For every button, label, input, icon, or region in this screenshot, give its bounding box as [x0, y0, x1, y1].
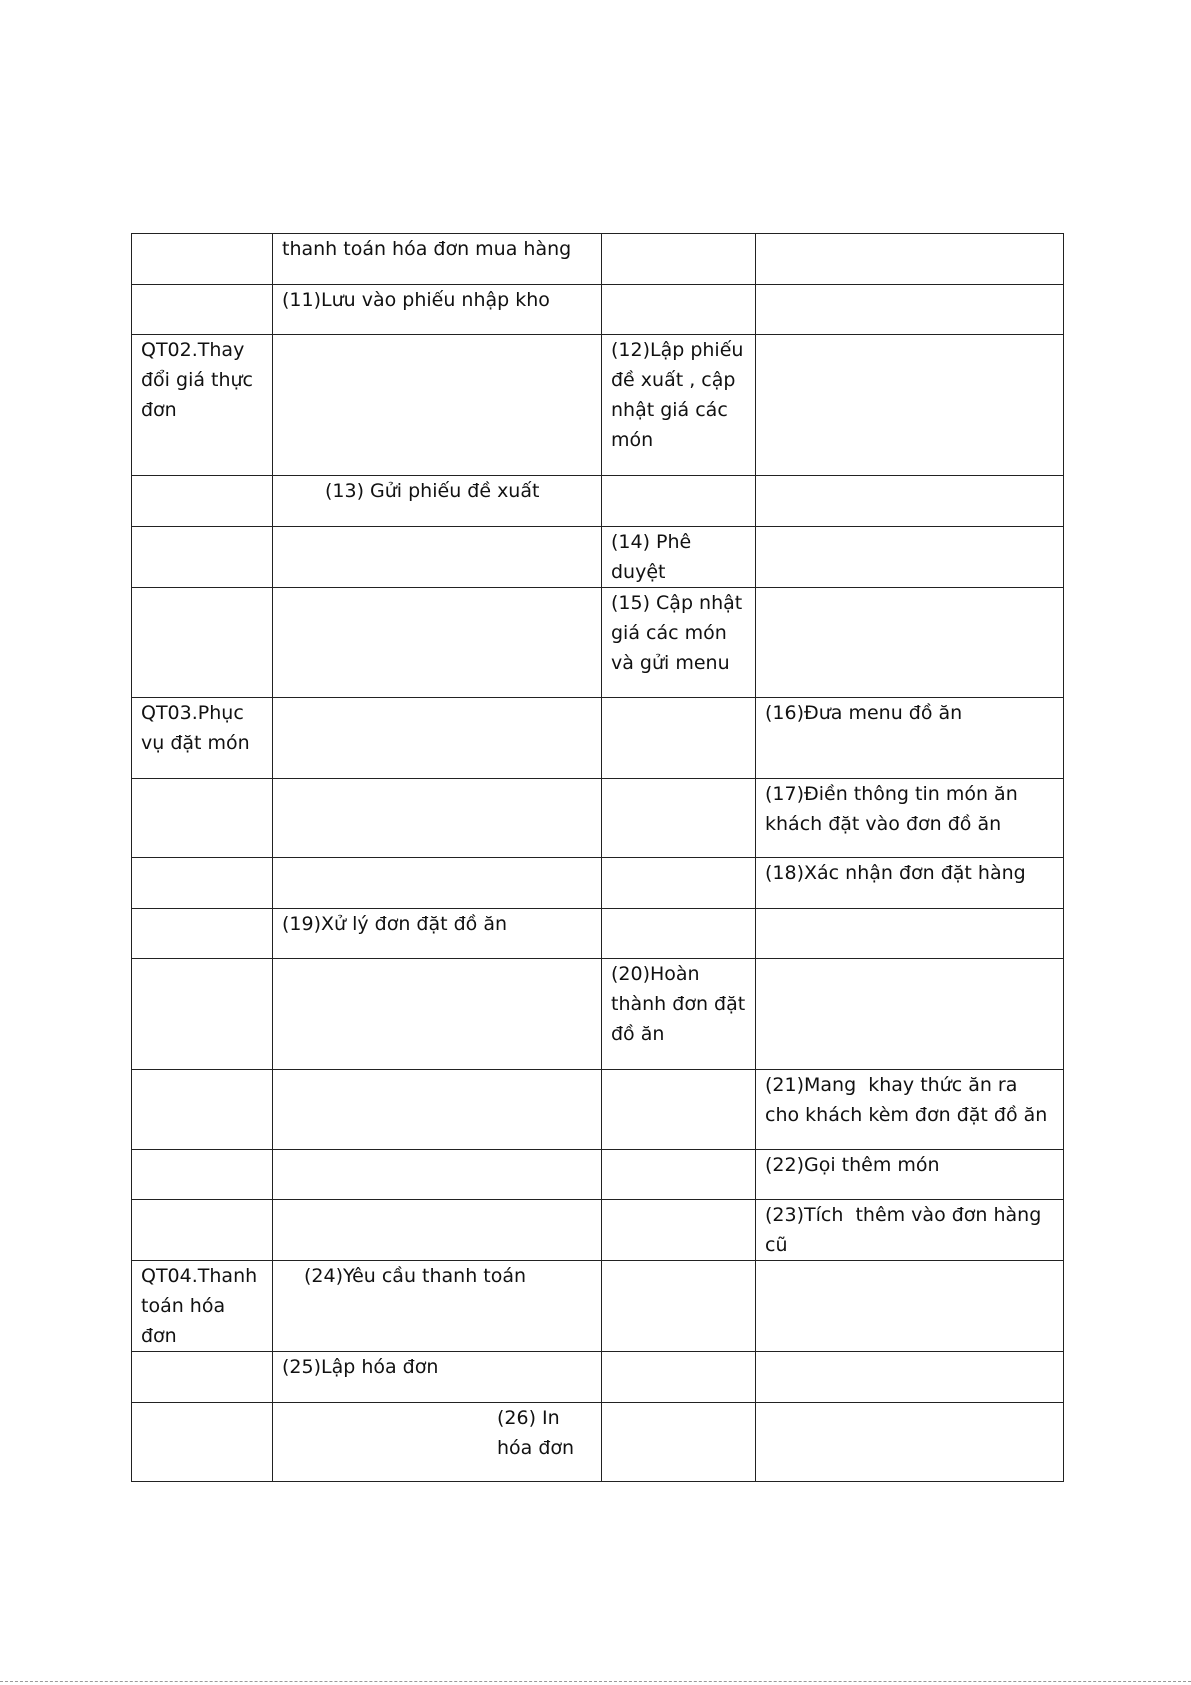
table-row	[132, 1200, 1064, 1261]
step-cell	[756, 527, 1064, 588]
step-cell: (22)Gọi thêm món	[756, 1150, 1064, 1200]
step-cell: thanh toán hóa đơn mua hàng	[273, 234, 602, 285]
step-cell	[273, 1150, 602, 1200]
table-row	[132, 588, 1064, 698]
step-cell	[756, 588, 1064, 698]
step-cell: (19)Xử lý đơn đặt đồ ăn	[273, 909, 602, 959]
step-cell	[273, 698, 602, 779]
process-cell	[132, 1150, 273, 1200]
process-cell	[132, 858, 273, 909]
step-cell	[273, 959, 602, 1070]
step-cell	[273, 1070, 602, 1150]
table-row	[132, 1403, 1064, 1482]
step-cell: (21)Mang khay thức ăn ra cho khách kèm đơn đặt đồ ăn	[756, 1070, 1064, 1150]
step-cell: (11)Lưu vào phiếu nhập kho	[273, 285, 602, 335]
process-cell	[132, 234, 273, 285]
step-cell	[756, 285, 1064, 335]
step-cell: (20)Hoàn thành đơn đặt đồ ăn	[602, 959, 756, 1070]
table-row	[132, 1352, 1064, 1403]
step-cell: (24)Yêu cầu thanh toán	[273, 1261, 602, 1352]
process-cell	[132, 588, 273, 698]
table-row	[132, 779, 1064, 858]
step-cell: (26) In hóa đơn	[273, 1403, 602, 1482]
step-cell	[602, 858, 756, 909]
step-cell	[756, 959, 1064, 1070]
step-cell	[602, 779, 756, 858]
process-cell: QT04.Thanh toán hóa đơn	[132, 1261, 273, 1352]
step-cell	[756, 1352, 1064, 1403]
step-cell	[273, 1200, 602, 1261]
step-cell: (13) Gửi phiếu đề xuất	[273, 476, 602, 527]
step-cell	[756, 1403, 1064, 1482]
table-row	[132, 858, 1064, 909]
step-cell	[273, 588, 602, 698]
step-cell	[756, 234, 1064, 285]
step-cell: (15) Cập nhật giá các món và gửi menu	[602, 588, 756, 698]
table-row	[132, 1261, 1064, 1352]
step-cell	[602, 1200, 756, 1261]
process-cell	[132, 527, 273, 588]
step-cell	[273, 335, 602, 476]
table-row	[132, 959, 1064, 1070]
table-row	[132, 527, 1064, 588]
process-table-body	[132, 234, 1064, 1482]
table-row	[132, 909, 1064, 959]
step-cell: (17)Điền thông tin món ăn khách đặt vào đơn đồ ăn	[756, 779, 1064, 858]
process-cell: QT03.Phục vụ đặt món	[132, 698, 273, 779]
table-row	[132, 698, 1064, 779]
page-bottom-rule	[0, 1681, 1191, 1682]
table-row	[132, 285, 1064, 335]
step-cell	[602, 1352, 756, 1403]
step-cell: (25)Lập hóa đơn	[273, 1352, 602, 1403]
table-row	[132, 1150, 1064, 1200]
process-table	[131, 233, 1064, 1482]
process-cell	[132, 909, 273, 959]
step-cell: (12)Lập phiếu đề xuất , cập nhật giá các món	[602, 335, 756, 476]
process-cell	[132, 959, 273, 1070]
step-cell	[602, 1403, 756, 1482]
table-row	[132, 476, 1064, 527]
process-cell	[132, 1070, 273, 1150]
process-cell	[132, 1200, 273, 1261]
step-cell	[756, 1261, 1064, 1352]
step-cell	[602, 285, 756, 335]
table-row	[132, 1070, 1064, 1150]
table-row	[132, 335, 1064, 476]
process-cell	[132, 476, 273, 527]
step-cell	[273, 858, 602, 909]
step-cell: (16)Đưa menu đồ ăn	[756, 698, 1064, 779]
process-cell	[132, 1352, 273, 1403]
step-cell	[273, 779, 602, 858]
step-cell	[602, 698, 756, 779]
step-cell	[602, 1150, 756, 1200]
step-cell	[602, 1070, 756, 1150]
step-cell: (18)Xác nhận đơn đặt hàng	[756, 858, 1064, 909]
step-cell	[602, 234, 756, 285]
step-cell	[602, 909, 756, 959]
step-cell: (14) Phê duyệt	[602, 527, 756, 588]
process-cell	[132, 1403, 273, 1482]
table-row	[132, 234, 1064, 285]
step-cell	[756, 476, 1064, 527]
process-cell: QT02.Thay đổi giá thực đơn	[132, 335, 273, 476]
process-cell	[132, 285, 273, 335]
step-cell	[273, 527, 602, 588]
step-cell	[756, 909, 1064, 959]
step-cell	[602, 1261, 756, 1352]
step-cell	[602, 476, 756, 527]
process-cell	[132, 779, 273, 858]
step-cell: (23)Tích thêm vào đơn hàng cũ	[756, 1200, 1064, 1261]
step-cell	[756, 335, 1064, 476]
